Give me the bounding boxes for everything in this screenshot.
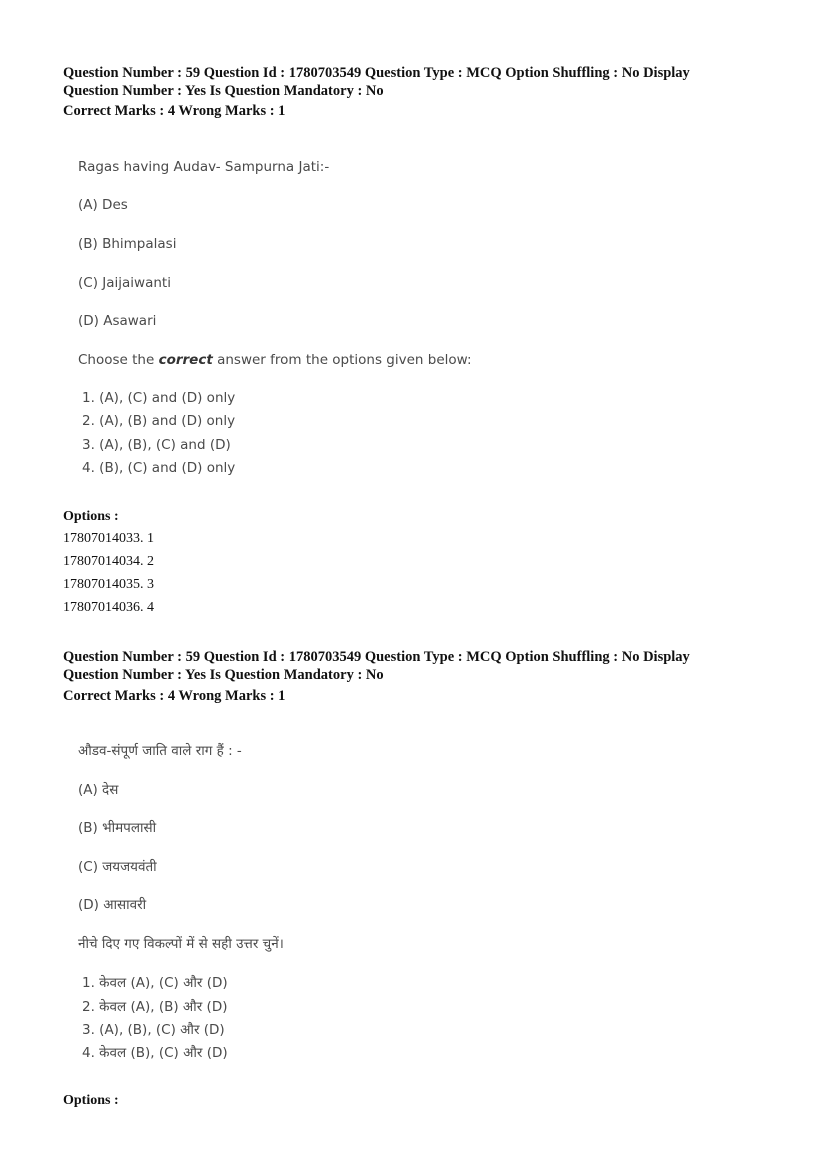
question-item-b: (B) Bhimpalasi — [78, 236, 177, 252]
question-item-d-hindi: (D) आसावरी — [78, 897, 147, 913]
question-instruction — [78, 352, 472, 368]
question-instruction-hindi: नीचे दिए गए विकल्पों में से सही उत्तर चुनें। — [78, 936, 284, 952]
answer-choice-2-hindi: 2. केवल (A), (B) और (D) — [82, 999, 228, 1015]
answer-choice-1: 1. (A), (C) and (D) only — [82, 390, 236, 406]
option-id-2: 17807014034. 2 — [63, 554, 154, 569]
answer-choice-4-hindi: 4. केवल (B), (C) और (D) — [82, 1045, 228, 1061]
answer-choice-1-hindi: 1. केवल (A), (C) और (D) — [82, 975, 228, 991]
question-stem: Ragas having Audav- Sampurna Jati:- — [78, 159, 330, 175]
question-item-c: (C) Jaijaiwanti — [78, 275, 171, 291]
question-item-d: (D) Asawari — [78, 313, 157, 329]
answer-choice-2: 2. (A), (B) and (D) only — [82, 413, 236, 429]
question-item-a: (A) Des — [78, 197, 128, 213]
instruction-text-pre: Choose the — [78, 352, 159, 368]
question-meta-line-2: Question Number : Yes Is Question Mandatory : No — [63, 83, 384, 99]
question-meta-line-1-hindi: Question Number : 59 Question Id : 1780703549 Question Type : MCQ Option Shuffling : No Display — [63, 649, 690, 665]
question-item-a-hindi: (A) देस — [78, 782, 119, 798]
option-id-1: 17807014033. 1 — [63, 531, 154, 546]
answer-choice-4: 4. (B), (C) and (D) only — [82, 460, 236, 476]
answer-choice-3: 3. (A), (B), (C) and (D) — [82, 437, 231, 453]
question-item-b-hindi: (B) भीमपलासी — [78, 820, 157, 836]
options-label-hindi: Options : — [63, 1093, 119, 1108]
option-id-4: 17807014036. 4 — [63, 600, 154, 615]
option-id-3: 17807014035. 3 — [63, 577, 154, 592]
instruction-text-post: answer from the options given below: — [212, 352, 472, 368]
question-meta-line-1: Question Number : 59 Question Id : 1780703549 Question Type : MCQ Option Shuffling : No Display — [63, 65, 690, 81]
options-label: Options : — [63, 509, 119, 524]
question-marks-line: Correct Marks : 4 Wrong Marks : 1 — [63, 103, 286, 119]
question-meta-line-2-hindi: Question Number : Yes Is Question Mandatory : No — [63, 667, 384, 683]
instruction-emphasis: correct — [158, 352, 213, 368]
question-item-c-hindi: (C) जयजयवंती — [78, 859, 157, 875]
answer-choice-3-hindi: 3. (A), (B), (C) और (D) — [82, 1022, 225, 1038]
question-stem-hindi: औडव-संपूर्ण जाति वाले राग हैं : - — [78, 743, 242, 759]
question-marks-line-hindi: Correct Marks : 4 Wrong Marks : 1 — [63, 688, 286, 704]
